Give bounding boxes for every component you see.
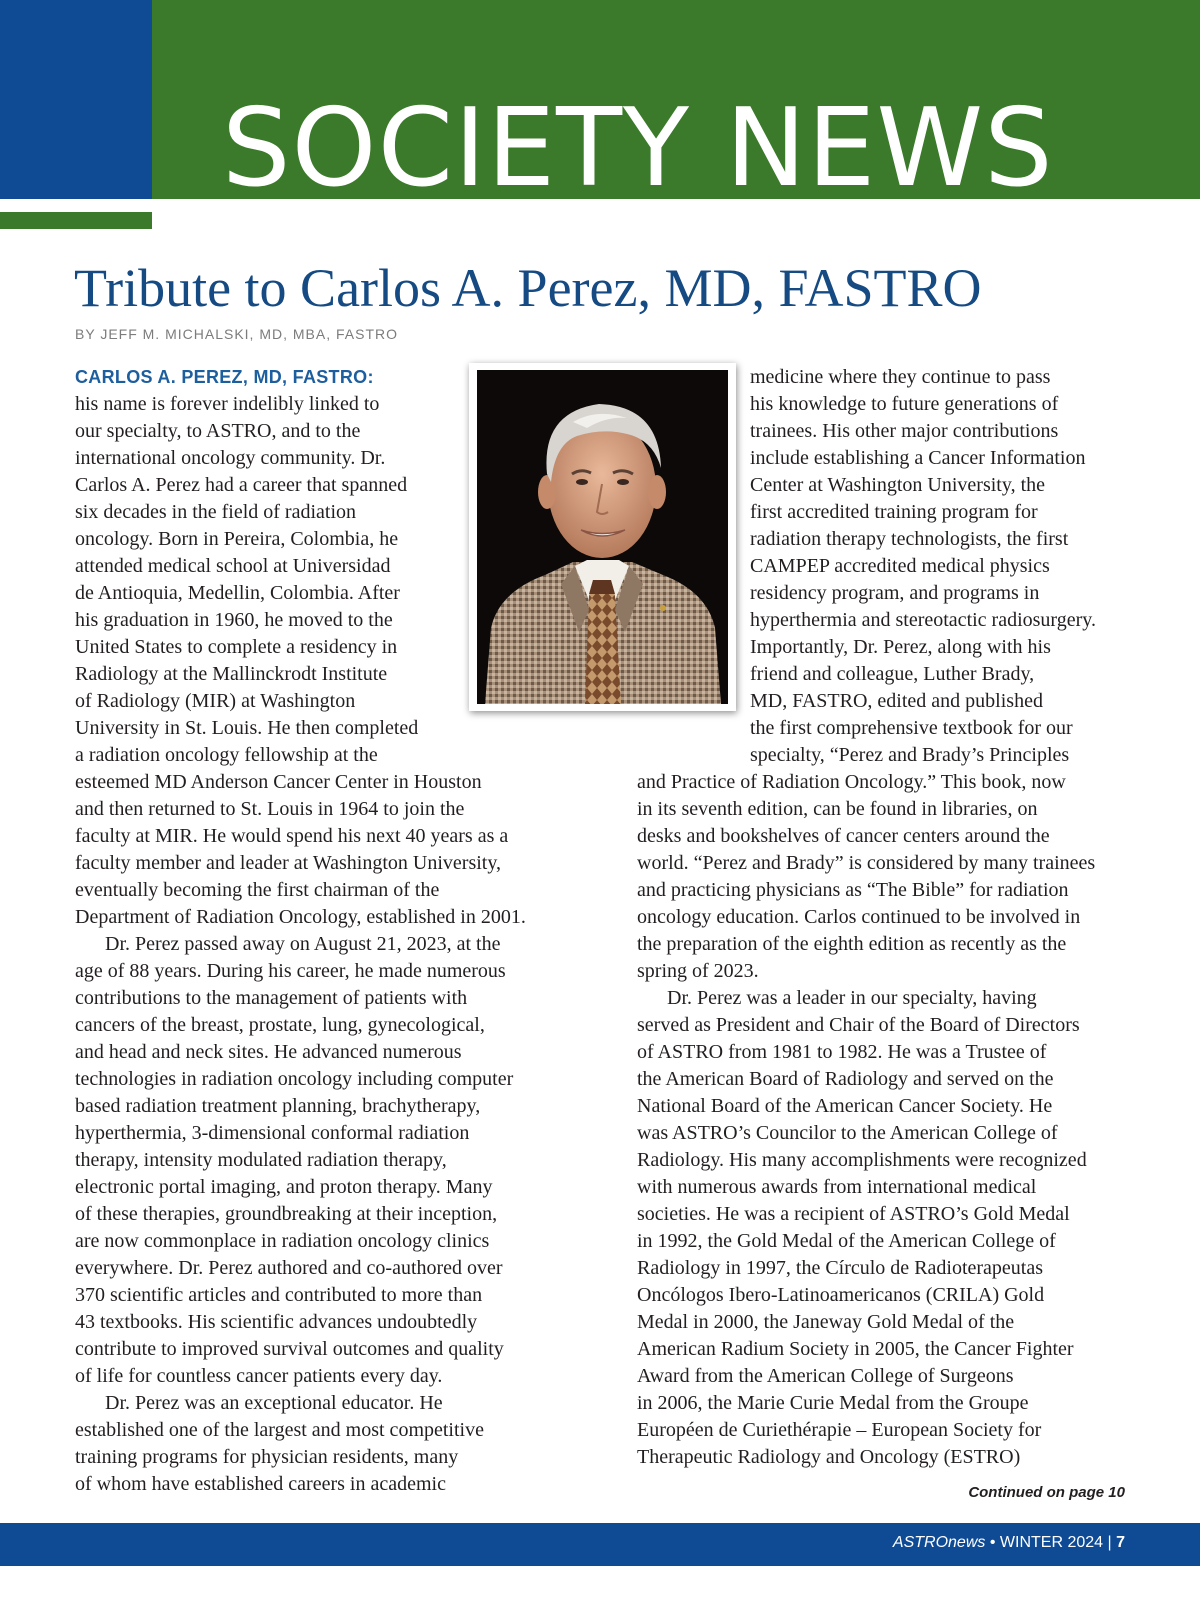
article-column-1 [75,364,526,1498]
text-line: University in St. Louis. He then completed [75,717,419,739]
text-line: in its seventh edition, can be found in libraries, on [637,798,1038,820]
text-line: trainees. His other major contributions [750,420,1059,442]
text-line: Dr. Perez passed away on August 21, 2023, at the [105,933,501,955]
text-line: CAMPEP accredited medical physics [750,555,1050,577]
text-line: everywhere. Dr. Perez authored and co-authored over [75,1257,503,1279]
text-line: Radiology. His many accomplishments were recognized [637,1149,1087,1171]
text-line: our specialty, to ASTRO, and to the [75,420,361,442]
text-line: contribute to improved survival outcomes and quality [75,1338,504,1360]
text-line: 370 scientific articles and contributed to more than [75,1284,483,1306]
text-line: Medal in 2000, the Janeway Gold Medal of the [637,1311,1015,1333]
text-line: Therapeutic Radiology and Oncology (ESTRO) [637,1446,1021,1468]
header-accent-bar [0,212,152,229]
text-line: served as President and Chair of the Board of Directors [637,1014,1080,1036]
text-line: are now commonplace in radiation oncology clinics [75,1230,490,1252]
text-line: Center at Washington University, the [750,474,1045,496]
text-line: faculty member and leader at Washington University, [75,852,502,874]
text-line: include establishing a Cancer Information [750,447,1086,469]
text-line: societies. He was a recipient of ASTRO’s Gold Medal [637,1203,1070,1225]
text-line: age of 88 years. During his career, he made numerous [75,960,506,982]
text-line: eventually becoming the first chairman of the [75,879,440,901]
text-line: oncology education. Carlos continued to be involved in [637,906,1081,928]
text-line: National Board of the American Cancer Society. He [637,1095,1053,1117]
text-line: was ASTRO’s Councilor to the American College of [637,1122,1058,1144]
text-line: faculty at MIR. He would spend his next 40 years as a [75,825,509,847]
page-number: 7 [1116,1534,1125,1551]
continued-notice: Continued on page 10 [968,1484,1125,1501]
header-blue-band [0,0,152,199]
text-line: cancers of the breast, prostate, lung, gynecological, [75,1014,485,1036]
text-line: medicine where they continue to pass [750,366,1051,388]
text-line: of whom have established careers in academic [75,1473,446,1495]
text-line: de Antioquia, Medellin, Colombia. After [75,582,400,604]
text-line: and head and neck sites. He advanced numerous [75,1041,462,1063]
text-line: hyperthermia, 3-dimensional conformal radiation [75,1122,470,1144]
text-line: of Radiology (MIR) at Washington [75,690,356,712]
section-title: SOCIETY NEWS [222,86,1054,211]
text-line: Dr. Perez was a leader in our specialty, having [667,987,1037,1009]
text-line: his name is forever indelibly linked to [75,393,380,415]
text-line: MD, FASTRO, edited and published [750,690,1043,712]
text-line: desks and bookshelves of cancer centers around the [637,825,1050,847]
text-line: friend and colleague, Luther Brady, [750,663,1035,685]
footer-bar [0,1523,1200,1566]
text-line: attended medical school at Universidad [75,555,391,577]
text-line: first accredited training program for [750,501,1038,523]
text-line: specialty, “Perez and Brady’s Principles [750,744,1070,766]
text-line: Radiology in 1997, the Círculo de Radioterapeutas [637,1257,1044,1279]
text-line: world. “Perez and Brady” is considered by many trainees [637,852,1096,874]
text-line: the preparation of the eighth edition as recently as the [637,933,1067,955]
article-column-3 [637,769,1095,1471]
text-line: American Radium Society in 2005, the Cancer Fighter [637,1338,1074,1360]
text-line: spring of 2023. [637,960,759,982]
text-line: with numerous awards from international medical [637,1176,1037,1198]
text-line: Dr. Perez was an exceptional educator. He [105,1392,443,1414]
text-line: residency program, and programs in [750,582,1040,604]
footer-divider: | [1107,1534,1112,1551]
text-line: Department of Radiation Oncology, established in 2001. [75,906,526,928]
text-line: based radiation treatment planning, brachytherapy, [75,1095,481,1117]
portrait-photo [469,363,736,711]
text-line: 43 textbooks. His scientific advances undoubtedly [75,1311,478,1333]
text-line: therapy, intensity modulated radiation therapy, [75,1149,447,1171]
text-line: in 1992, the Gold Medal of the American College of [637,1230,1056,1252]
text-line: Européen de Curiethérapie – European Society for [637,1419,1042,1441]
text-line: Oncólogos Ibero-Latinoamericanos (CRILA) Gold [637,1284,1045,1306]
publication-name: ASTROnews [892,1534,986,1551]
footer-text [893,1534,1125,1552]
text-line: a radiation oncology fellowship at the [75,744,378,766]
text-line: and Practice of Radiation Oncology.” This book, now [637,771,1066,793]
text-line: six decades in the field of radiation [75,501,357,523]
text-line: of ASTRO from 1981 to 1982. He was a Trustee of [637,1041,1047,1063]
text-line: electronic portal imaging, and proton therapy. Many [75,1176,493,1198]
article-byline: BY JEFF M. MICHALSKI, MD, MBA, FASTRO [75,326,399,342]
text-line: the American Board of Radiology and served on the [637,1068,1054,1090]
text-line: Importantly, Dr. Perez, along with his [750,636,1051,658]
text-line: and practicing physicians as “The Bible” for radiation [637,879,1069,901]
text-line: of life for countless cancer patients every day. [75,1365,443,1387]
text-line: in 2006, the Marie Curie Medal from the Groupe [637,1392,1029,1414]
text-line: his knowledge to future generations of [750,393,1059,415]
text-line: United States to complete a residency in [75,636,398,658]
portrait-photo-icon [477,370,728,704]
text-line: his graduation in 1960, he moved to the [75,609,393,631]
article-column-2 [750,364,1096,769]
text-line: of these therapies, groundbreaking at their inception, [75,1203,498,1225]
text-line: radiation therapy technologists, the first [750,528,1069,550]
text-line: Carlos A. Perez had a career that spanned [75,474,408,496]
article-lead-in: CARLOS A. PEREZ, MD, FASTRO: [75,367,374,387]
text-line: esteemed MD Anderson Cancer Center in Houston [75,771,482,793]
text-line: Radiology at the Mallinckrodt Institute [75,663,388,685]
text-line: and then returned to St. Louis in 1964 to join the [75,798,465,820]
footer-bullet: • [989,1534,996,1551]
text-line: technologies in radiation oncology including computer [75,1068,514,1090]
text-line: oncology. Born in Pereira, Colombia, he [75,528,399,550]
text-line: established one of the largest and most competitive [75,1419,484,1441]
text-line: hyperthermia and stereotactic radiosurgery. [750,609,1096,631]
text-line: contributions to the management of patients with [75,987,468,1009]
text-line: the first comprehensive textbook for our [750,717,1073,739]
text-line: training programs for physician residents, many [75,1446,459,1468]
text-line: international oncology community. Dr. [75,447,386,469]
article-title: Tribute to Carlos A. Perez, MD, FASTRO [74,258,982,318]
text-line: Award from the American College of Surgeons [637,1365,1014,1387]
issue-label: WINTER 2024 [999,1534,1104,1551]
